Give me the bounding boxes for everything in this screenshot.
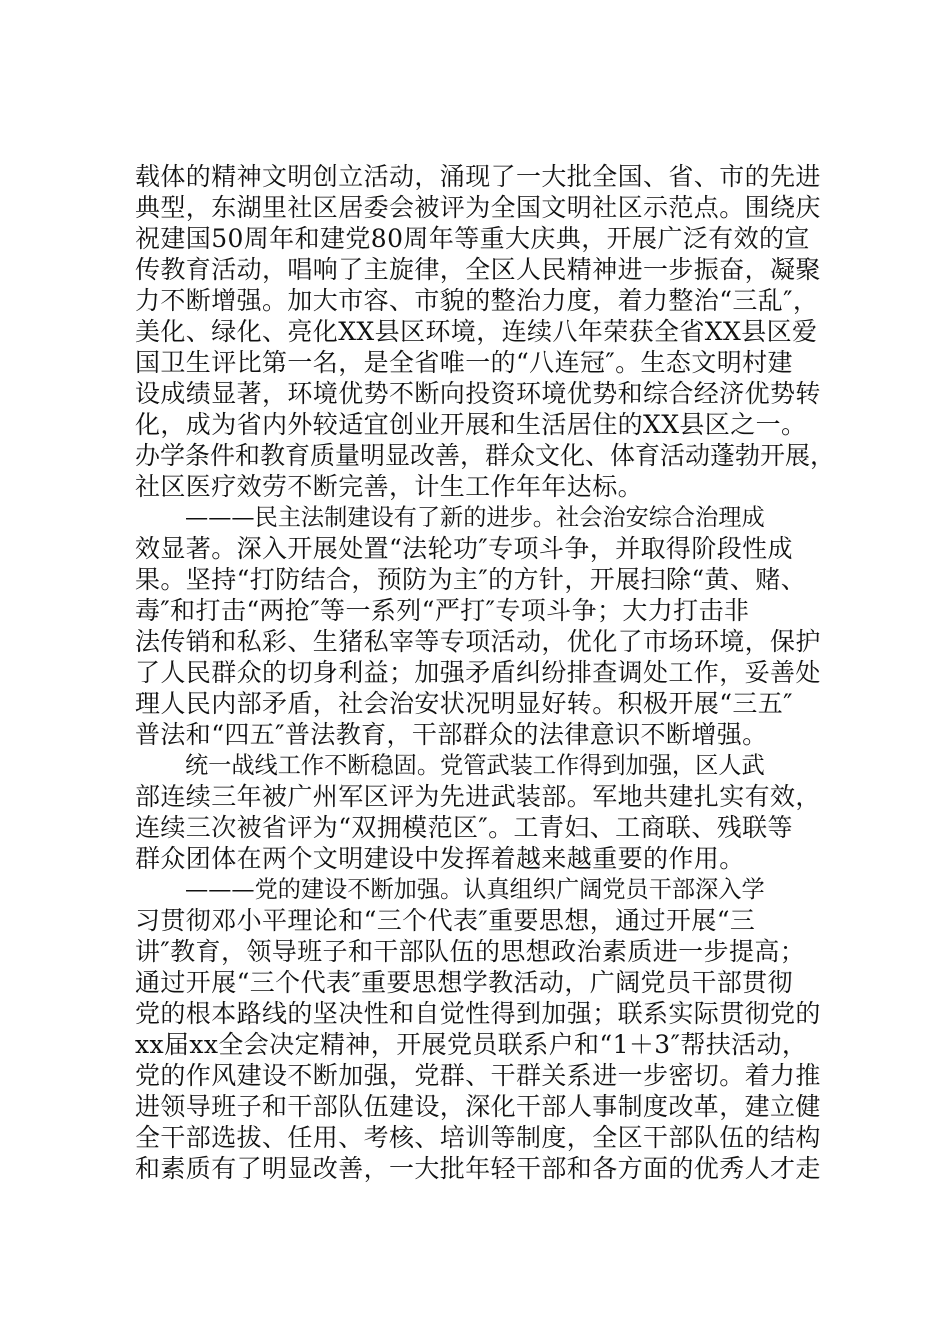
text-line: 效显著。深入开展处置“法轮功″专项斗争，并取得阶段性成	[135, 534, 793, 563]
text-line: xx届xx全会决定精神，开展党员联系户和“1＋3″帮扶活动，	[135, 1030, 808, 1059]
text-line: 讲″教育，领导班子和干部队伍的思想政治素质进一步提高；	[135, 937, 806, 966]
text-line: 群众团体在两个文明建设中发挥着越来越重要的作用。	[135, 844, 745, 873]
text-line: 党的根本路线的坚决性和自觉性得到加强；联系实际贯彻党的	[135, 999, 821, 1028]
text-line: 通过开展“三个代表″重要思想学教活动，广阔党员干部贯彻	[135, 968, 793, 997]
text-line: 国卫生评比第一名，是全省唯一的“八连冠″。生态文明村建	[135, 348, 793, 377]
text-line: 理人民内部矛盾，社会治安状况明显好转。积极开展“三五″	[135, 689, 793, 718]
text-line: 习贯彻邓小平理论和“三个代表″重要思想，通过开展“三	[135, 906, 756, 935]
text-line: 传教育活动，唱响了主旋律，全区人民精神进一步振奋，凝聚	[135, 255, 821, 284]
text-line: ———民主法制建设有了新的进步。社会治安综合治理成	[185, 504, 765, 531]
text-line: 典型，东湖里社区居委会被评为全国文明社区示范点。围绕庆	[135, 193, 821, 222]
text-line: 法传销和私彩、生猪私宰等专项活动，优化了市场环境，保护	[135, 627, 821, 656]
text-line: 和素质有了明显改善，一大批年轻干部和各方面的优秀人才走	[135, 1154, 821, 1183]
text-line: 毒″和打击“两抢″等一系列“严打″专项斗争；大力打击非	[135, 596, 750, 625]
text-line: 设成绩显著，环境优势不断向投资环境优势和综合经济优势转	[135, 379, 821, 408]
text-line: 党的作风建设不断加强，党群、干群关系进一步密切。着力推	[135, 1061, 821, 1090]
text-line: 了人民群众的切身利益；加强矛盾纠纷排查调处工作，妥善处	[135, 658, 821, 687]
text-line: 美化、绿化、亮化XX县区环境，连续八年荣获全省XX县区爱	[135, 317, 818, 346]
text-line: 办学条件和教育质量明显改善，群众文化、体育活动蓬勃开展，	[135, 441, 836, 470]
text-line: 普法和“四五″普法教育，干部群众的法律意识不断增强。	[135, 720, 768, 749]
text-line: 力不断增强。加大市容、市貌的整治力度，着力整治“三乱″，	[135, 286, 819, 315]
text-line: 载体的精神文明创立活动，涌现了一大批全国、省、市的先进	[135, 162, 821, 191]
text-line: 果。坚持“打防结合，预防为主″的方针，开展扫除“黄、赌、	[135, 565, 807, 594]
text-line: 连续三次被省评为“双拥模范区″。工青妇、工商联、残联等	[135, 813, 793, 842]
text-line: 全干部选拔、任用、考核、培训等制度，全区干部队伍的结构	[135, 1123, 821, 1152]
text-line: 部连续三年被广州军区评为先进武装部。军地共建扎实有效，	[135, 782, 821, 811]
text-line: ———党的建设不断加强。认真组织广阔党员干部深入学	[185, 876, 765, 903]
document-body-text	[135, 161, 835, 1184]
text-line: 祝建国50周年和建党80周年等重大庆典，开展广泛有效的宣	[135, 224, 810, 253]
text-line: 社区医疗效劳不断完善，计生工作年年达标。	[135, 472, 644, 501]
text-line: 统一战线工作不断稳固。党管武装工作得到加强，区人武	[185, 752, 765, 779]
text-line: 化，成为省内外较适宜创业开展和生活居住的XX县区之一。	[135, 410, 807, 439]
text-line: 进领导班子和干部队伍建设，深化干部人事制度改革，建立健	[135, 1092, 821, 1121]
